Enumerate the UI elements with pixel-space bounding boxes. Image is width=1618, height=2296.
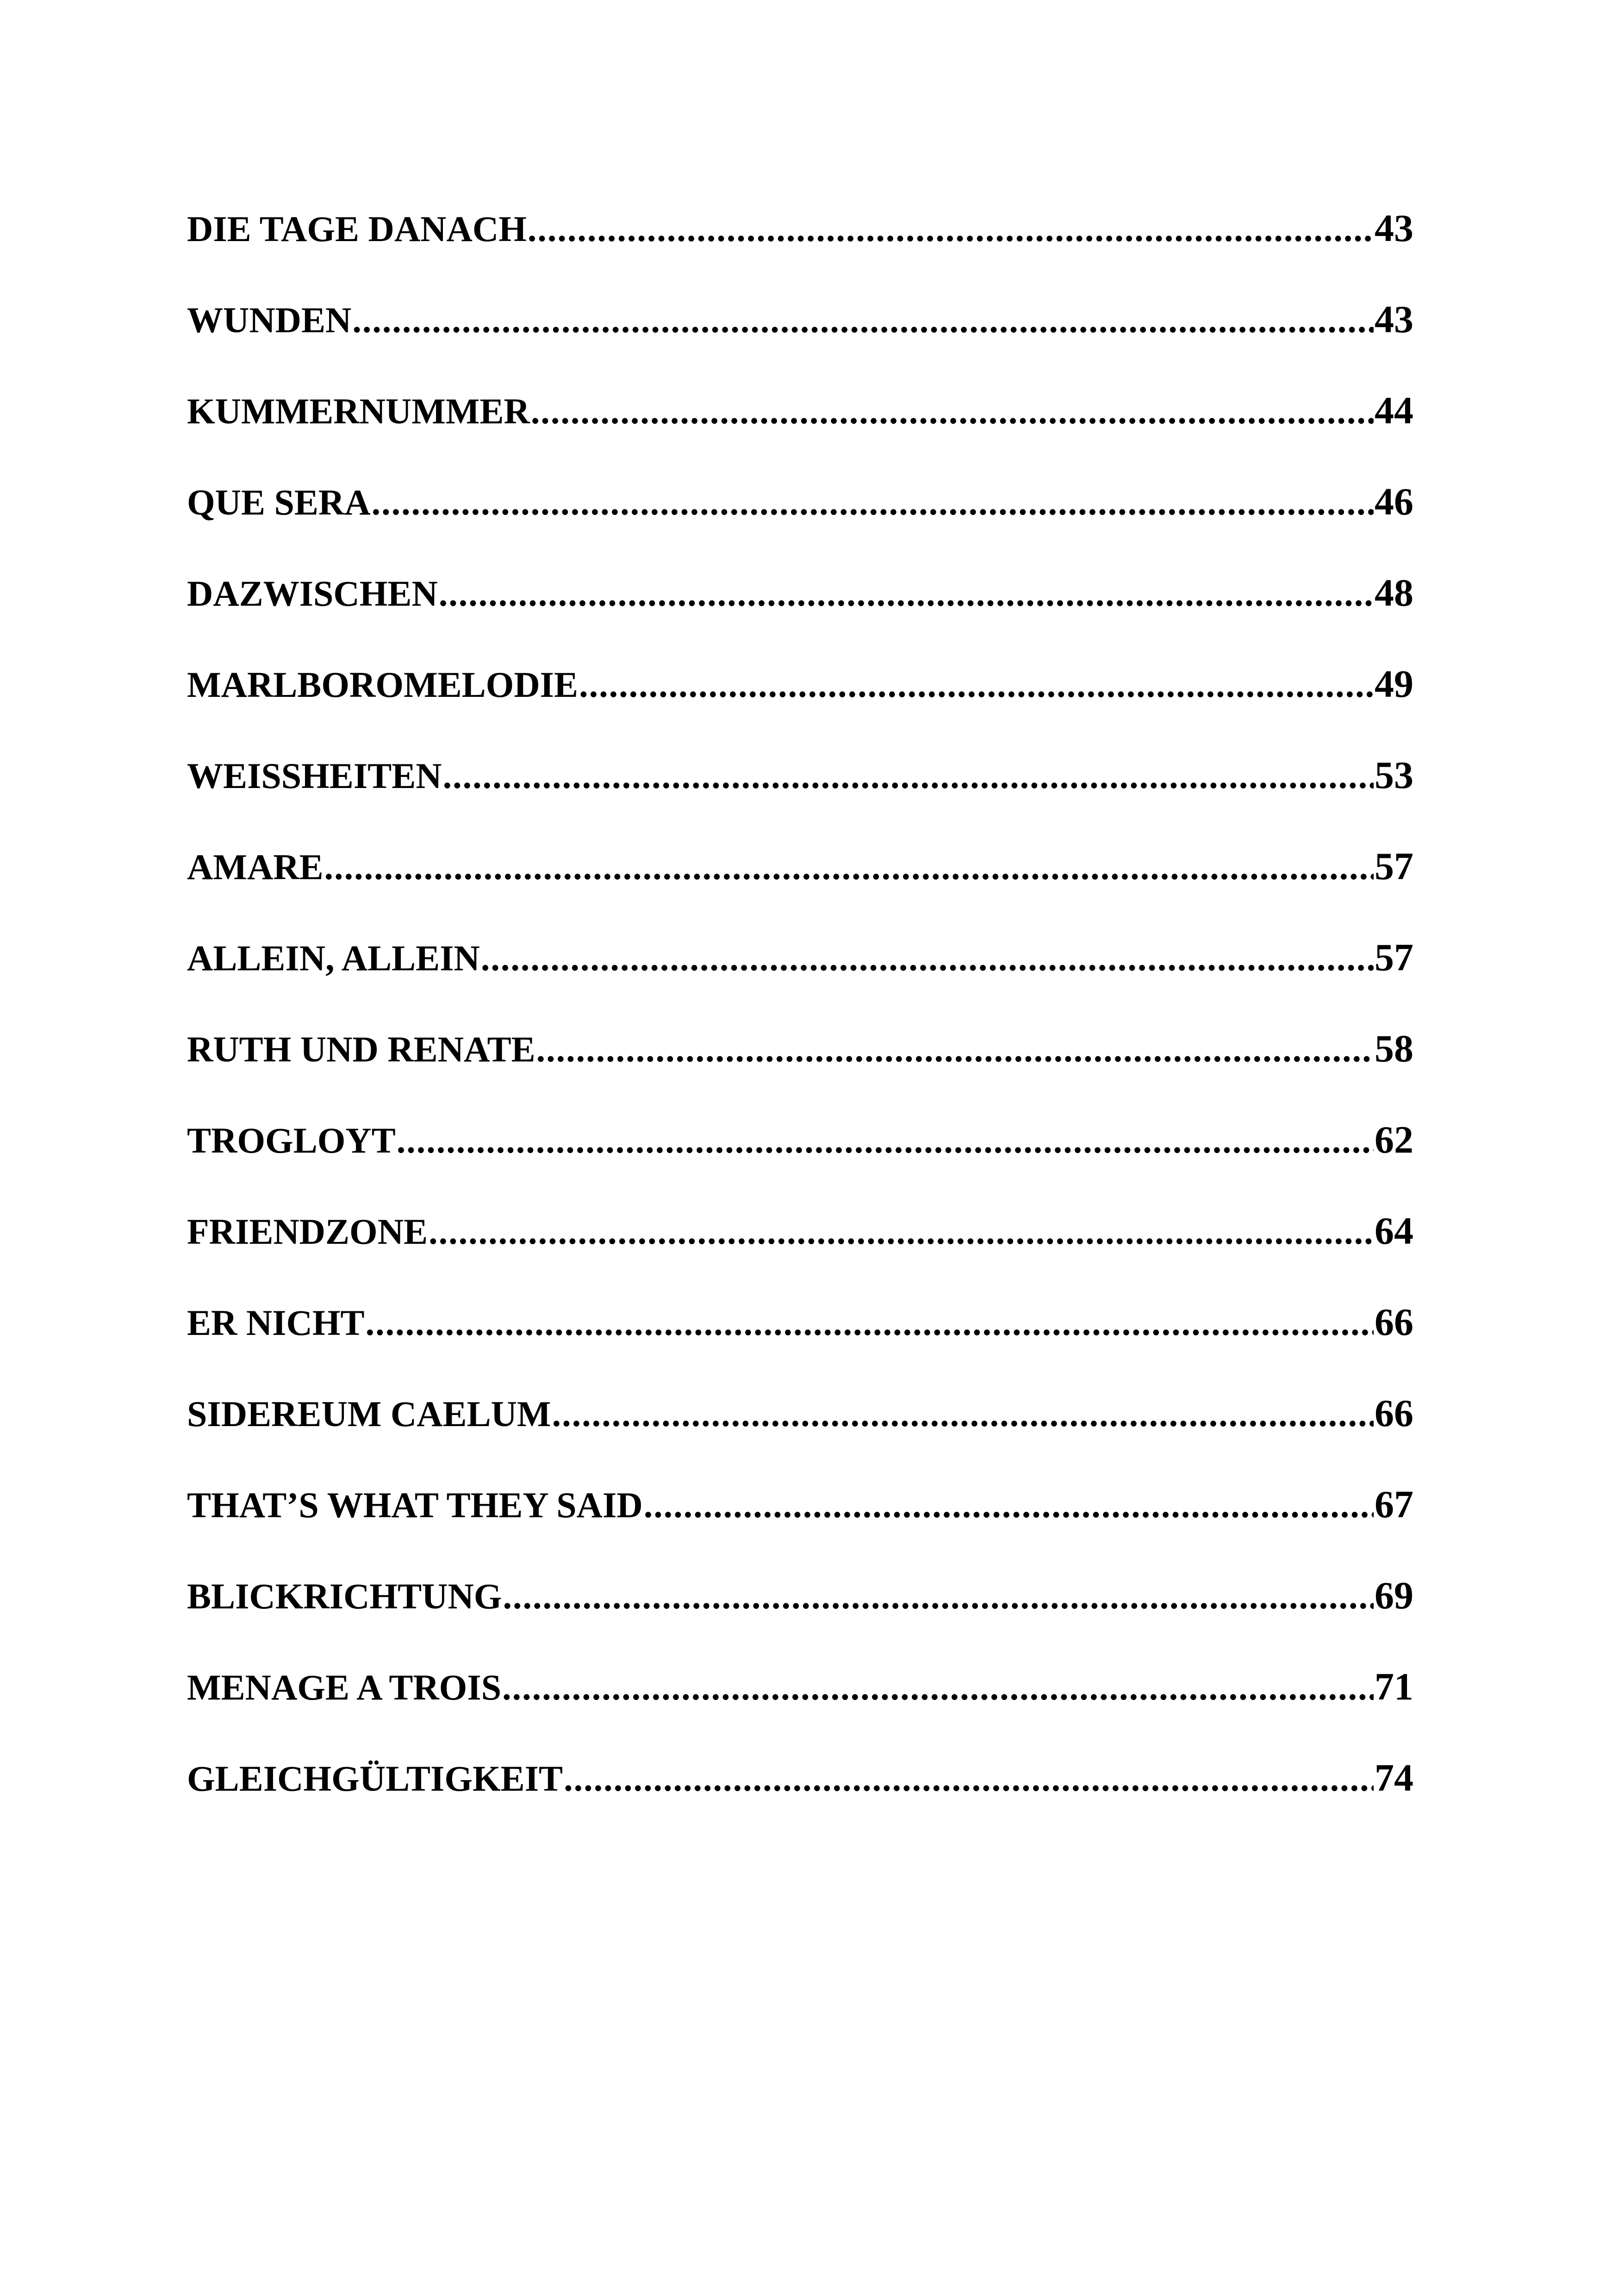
toc-entry-title: QUE SERA <box>187 482 371 522</box>
table-of-contents <box>187 209 1413 1850</box>
toc-entry-page: 43 <box>1375 298 1413 341</box>
toc-entry <box>187 300 1413 391</box>
toc-entry <box>187 1303 1413 1394</box>
toc-entry-title: DIE TAGE DANACH <box>187 209 527 249</box>
toc-entry <box>187 756 1413 847</box>
toc-dot-leader <box>552 1396 1374 1432</box>
toc-entry-page: 53 <box>1375 754 1413 797</box>
toc-entry <box>187 938 1413 1030</box>
toc-entry-page: 43 <box>1375 207 1413 250</box>
toc-entry <box>187 391 1413 483</box>
toc-dot-leader <box>579 667 1374 703</box>
toc-dot-leader <box>443 758 1374 794</box>
toc-entry-page: 69 <box>1375 1574 1413 1617</box>
toc-entry-title: MENAGE A TROIS <box>187 1667 502 1707</box>
toc-dot-leader <box>536 1031 1374 1067</box>
toc-entry-page: 66 <box>1375 1301 1413 1344</box>
toc-entry-title: WUNDEN <box>187 300 352 340</box>
toc-dot-leader <box>528 211 1374 247</box>
toc-dot-leader <box>366 1305 1374 1341</box>
toc-entry <box>187 1485 1413 1576</box>
toc-entry-page: 44 <box>1375 389 1413 432</box>
toc-entry-page: 74 <box>1375 1756 1413 1800</box>
toc-entry <box>187 1027 1413 1121</box>
toc-dot-leader <box>503 1578 1374 1614</box>
toc-entry-page: 48 <box>1375 571 1413 614</box>
toc-entry <box>187 1394 1413 1485</box>
toc-entry-page: 62 <box>1375 1118 1413 1161</box>
toc-entry-title: TROGLOYT <box>187 1120 396 1160</box>
toc-dot-leader <box>352 302 1374 338</box>
toc-entry-page: 57 <box>1375 936 1413 979</box>
toc-dot-leader <box>439 576 1374 612</box>
toc-entry-title: RUTH UND RENATE <box>187 1029 535 1069</box>
toc-entry-title: ALLEIN, ALLEIN <box>187 938 480 978</box>
toc-entry-title: DAZWISCHEN <box>187 573 438 614</box>
toc-dot-leader <box>372 484 1374 521</box>
toc-entry-page: 67 <box>1375 1483 1413 1526</box>
toc-entry-title: MARLBOROMELODIE <box>187 664 579 705</box>
toc-dot-leader <box>397 1123 1374 1159</box>
toc-entry <box>187 1118 1413 1212</box>
toc-entry-page: 49 <box>1375 663 1413 706</box>
toc-entry <box>187 665 1413 756</box>
toc-entry-page: 64 <box>1375 1210 1413 1253</box>
toc-dot-leader <box>502 1669 1374 1706</box>
toc-entry <box>187 847 1413 938</box>
toc-entry <box>187 480 1413 574</box>
toc-entry-title: FRIENDZONE <box>187 1211 428 1252</box>
toc-dot-leader <box>531 393 1374 429</box>
toc-entry-page: 57 <box>1375 845 1413 888</box>
toc-entry-page: 71 <box>1375 1665 1413 1708</box>
toc-dot-leader <box>324 849 1374 885</box>
toc-dot-leader <box>564 1761 1374 1797</box>
toc-dot-leader <box>429 1214 1374 1250</box>
toc-entry-title: AMARE <box>187 847 324 887</box>
toc-entry-page: 66 <box>1375 1392 1413 1435</box>
toc-entry-page: 58 <box>1375 1027 1413 1070</box>
toc-entry-page: 46 <box>1375 480 1413 523</box>
toc-entry-title: THAT’S WHAT THEY SAID <box>187 1485 643 1525</box>
toc-dot-leader <box>481 940 1374 976</box>
toc-entry-title: KUMMERNUMMER <box>187 391 530 431</box>
toc-entry <box>187 1756 1413 1850</box>
toc-entry-title: ER NICHT <box>187 1303 365 1343</box>
toc-entry-title: BLICKRICHTUNG <box>187 1576 502 1616</box>
toc-entry-title: GLEICHGÜLTIGKEIT <box>187 1758 563 1799</box>
toc-entry-title: SIDEREUM CAELUM <box>187 1394 551 1434</box>
toc-entry-title: WEISSHEITEN <box>187 756 442 796</box>
toc-entry <box>187 1665 1413 1759</box>
toc-dot-leader <box>644 1487 1374 1523</box>
toc-entry <box>187 1576 1413 1668</box>
toc-entry <box>187 209 1413 300</box>
toc-entry <box>187 571 1413 665</box>
toc-entry <box>187 1212 1413 1303</box>
